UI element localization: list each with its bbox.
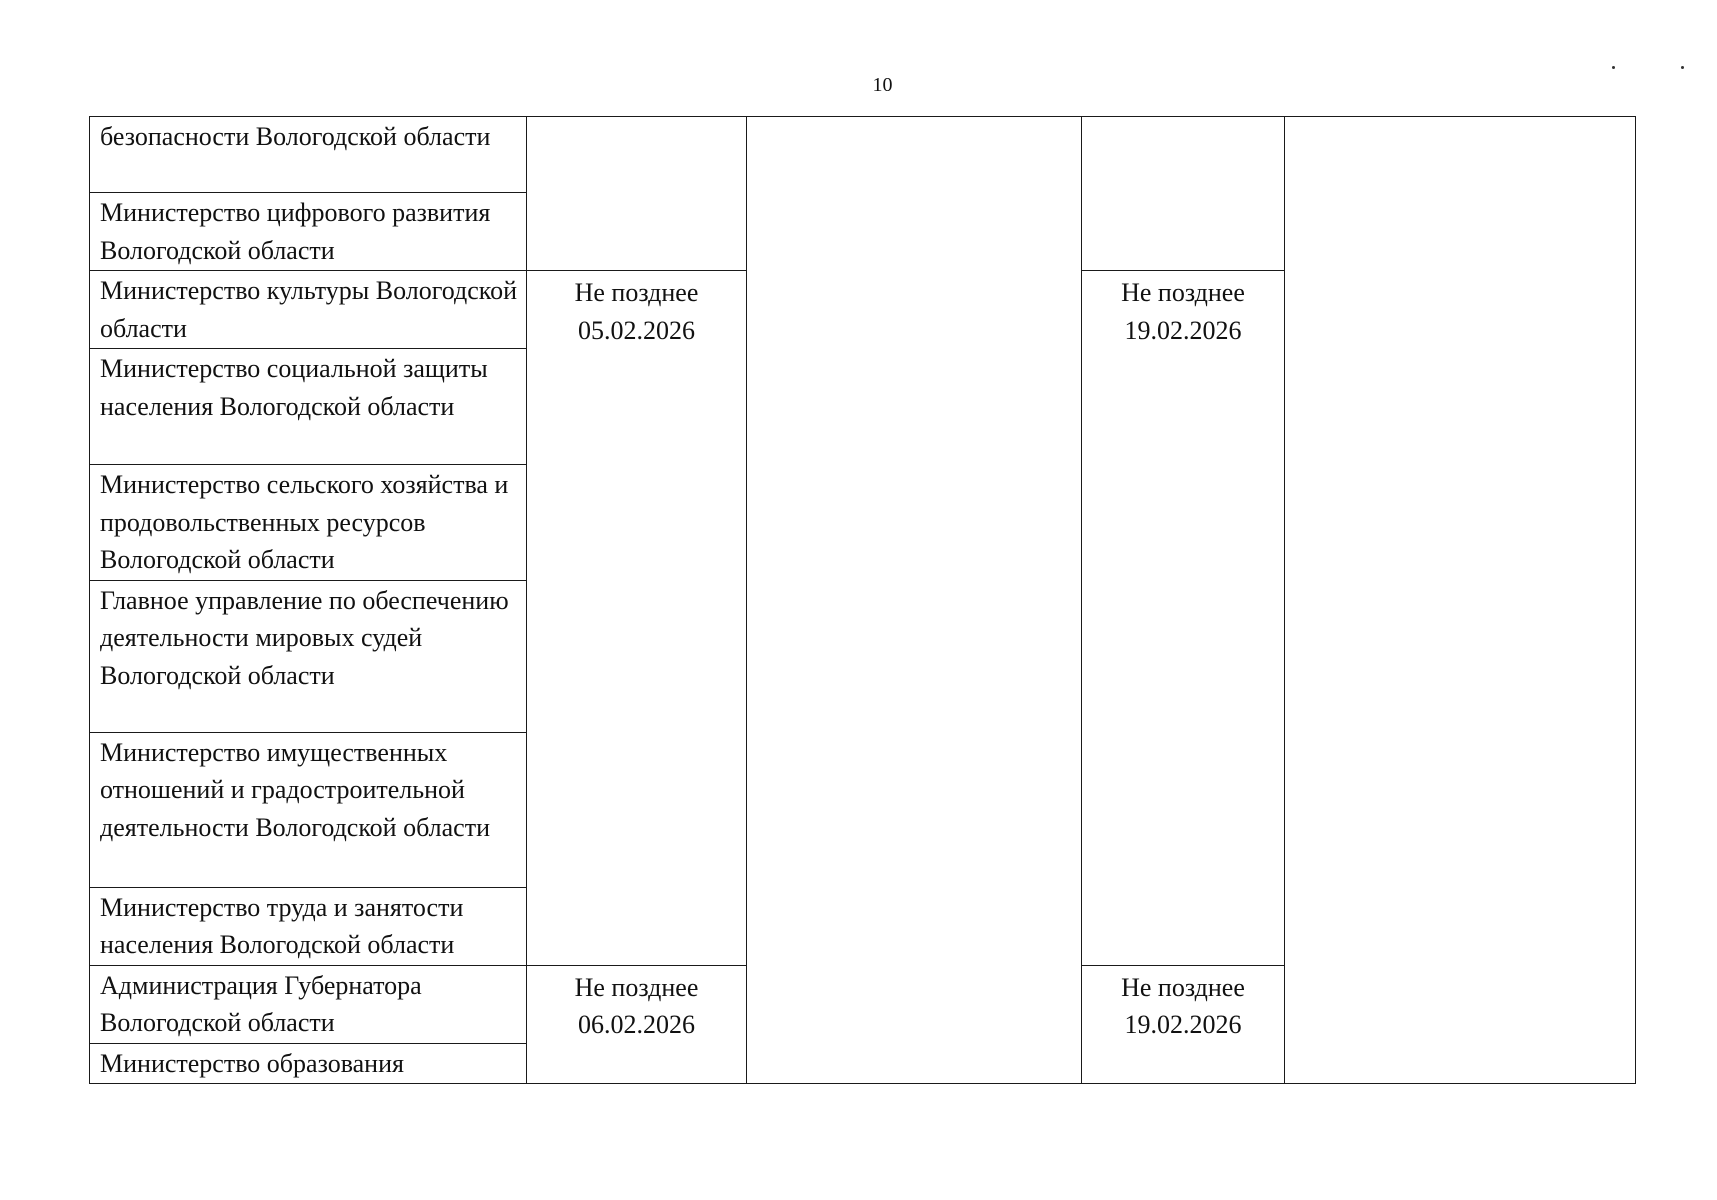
deadline-cell-empty [527,117,747,271]
org-cell: Министерство социальной защиты населения Вологодской области [90,349,527,465]
page-number: 10 [872,74,893,96]
deadline-cell [1082,965,1285,1084]
deadline-date: 19.02.2026 [1124,315,1242,345]
deadline-table [89,116,1636,1084]
deadline-label: Не позднее [1121,972,1245,1002]
scan-speck [1681,66,1684,69]
org-cell: Министерство цифрового развития Вологодской области [90,193,527,271]
org-cell: Министерство культуры Вологодской области [90,271,527,349]
deadline-label: Не позднее [1121,278,1245,307]
org-cell: Министерство труда и занятости населения Вологодской области [90,887,527,965]
deadline-label: Не позднее [574,972,699,1002]
deadline-cell [527,965,747,1084]
org-cell: Министерство имущественных отношений и градостроительной деятельности Вологодской области [90,732,527,887]
deadline-cell [527,271,747,966]
org-cell: безопасности Вологодской области [90,117,527,193]
deadline-date: 06.02.2026 [578,1010,695,1039]
deadline-cell-empty [1082,117,1285,271]
deadline-label: Не позднее [574,278,699,307]
org-cell: Администрация Губернатора Вологодской области [90,965,527,1043]
org-cell: Министерство образования [90,1043,527,1084]
column-5-cell [1285,117,1636,1084]
org-cell: Министерство сельского хозяйства и продовольственных ресурсов Вологодской области [90,465,527,581]
deadline-date: 19.02.2026 [1124,1010,1242,1039]
org-cell: Главное управление по обеспечению деятельности мировых судей Вологодской области [90,580,527,732]
deadline-cell [1082,271,1285,966]
table-row [90,117,1636,193]
column-3-cell [747,117,1082,1084]
deadline-date: 05.02.2026 [578,315,695,345]
scan-speck [1612,66,1615,69]
